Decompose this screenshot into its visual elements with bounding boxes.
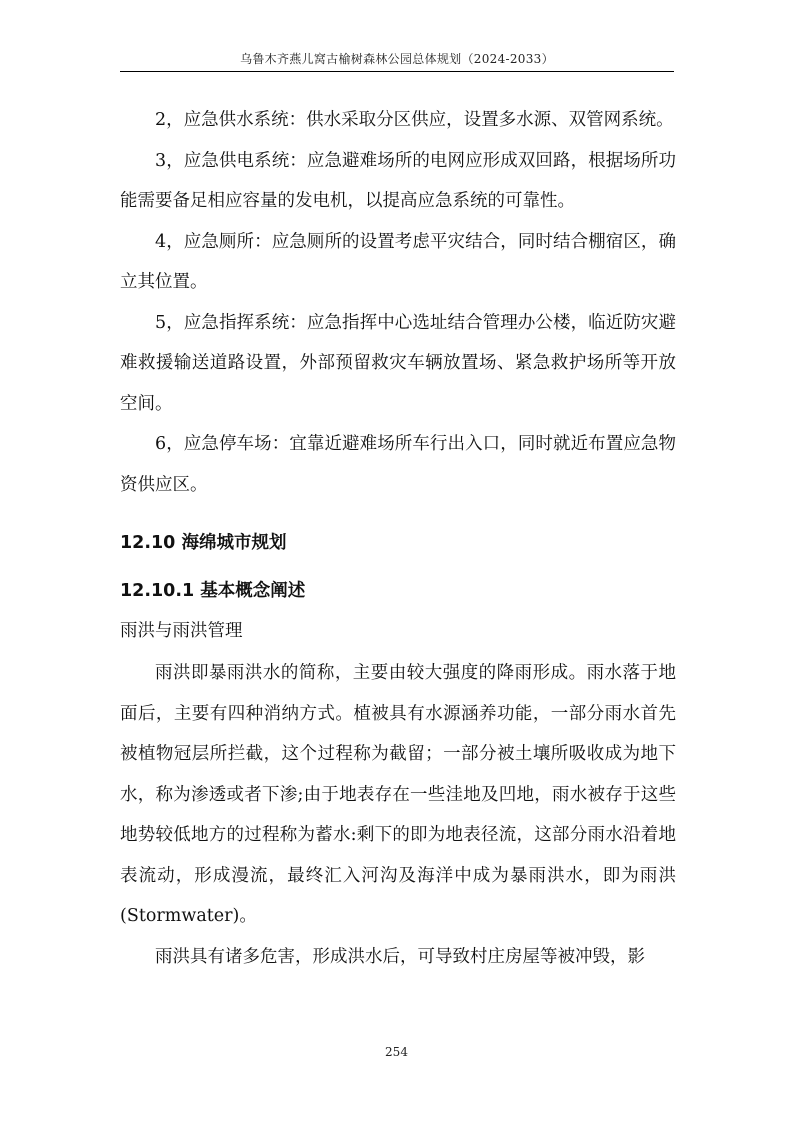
page-content xyxy=(120,100,676,977)
list-item-command-system: 5，应急指挥系统：应急指挥中心选址结合管理办公楼，临近防灾避难救援输送道路设置，外部预留救灾车辆放置场、紧急救护场所等开放空间。 xyxy=(120,312,676,414)
list-item-parking: 6，应急停车场：宜靠近避难场所车行出入口，同时就近布置应急物资供应区。 xyxy=(120,434,676,495)
list-item-power-supply: 3，应急供电系统：应急避难场所的电网应形成双回路，根据场所功能需要备足相应容量的发电机，以提高应急系统的可靠性。 xyxy=(120,150,676,211)
page-header-title: 乌鲁木齐燕儿窝古榆树森林公园总体规划（2024-2033） xyxy=(240,52,554,66)
list-item-toilets: 4，应急厕所：应急厕所的设置考虑平灾结合，同时结合棚宿区，确立其位置。 xyxy=(120,231,676,292)
section-heading: 12.10 海绵城市规划 xyxy=(120,533,287,553)
body-paragraph-stormwater: 雨洪即暴雨洪水的简称，主要由较大强度的降雨形成。雨水落于地面后，主要有四种消纳方式。植被具有水源涵养功能，一部分雨水首先被植物冠层所拦截，这个过程称为截留；一部分被土壤所吸收成为地下水，称为渗透或者下渗;由于地表存在一些洼地及凹地，雨水被存于这些地势较低地方的过程称为蓄水:剩下的即为地表径流，这部分雨水沿着地表流动，形成漫流，最终汇入河沟及海洋中成为暴雨洪水，即为雨洪(Stormwater)。 xyxy=(120,663,676,926)
subsection-heading: 12.10.1 基本概念阐述 xyxy=(120,581,306,601)
header-rule xyxy=(120,71,674,72)
page-number: 254 xyxy=(385,1045,408,1059)
list-item-water-supply: 2，应急供水系统：供水采取分区供应，设置多水源、双管网系统。 xyxy=(155,110,674,130)
topic-title: 雨洪与雨洪管理 xyxy=(120,621,243,641)
body-paragraph-hazards: 雨洪具有诸多危害，形成洪水后，可导致村庄房屋等被冲毁，影 xyxy=(155,946,645,967)
